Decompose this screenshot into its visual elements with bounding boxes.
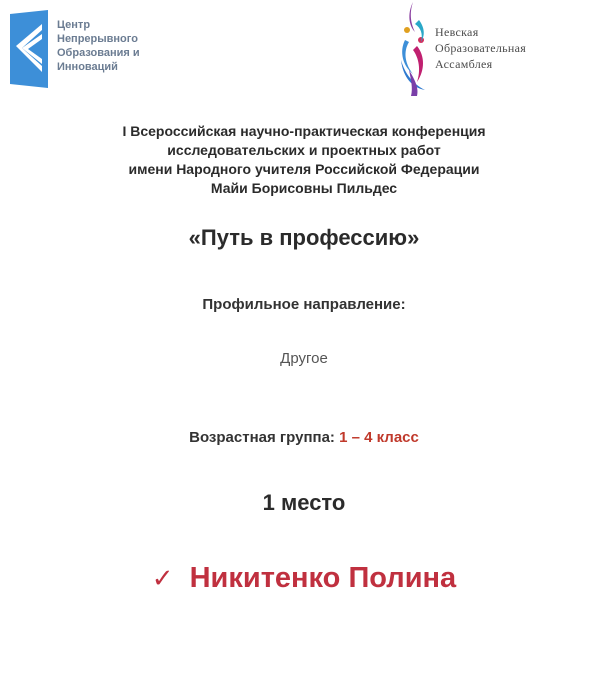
conference-title-line: исследовательских и проектных работ bbox=[167, 142, 441, 158]
age-group bbox=[0, 429, 608, 446]
age-group-label: Возрастная группа: bbox=[189, 429, 335, 446]
conference-title-line: имени Народного учителя Российской Федерации bbox=[128, 161, 480, 177]
conference-title bbox=[0, 122, 608, 198]
checkmark-icon: ✓ bbox=[151, 563, 174, 593]
cnoi-logo-line: Центр bbox=[57, 19, 91, 31]
direction-label: Профильное направление: bbox=[202, 296, 406, 313]
neva-assembly-logo-text bbox=[435, 24, 526, 72]
winner-name: Никитенко Полина bbox=[189, 562, 457, 594]
direction-value: Другое bbox=[280, 350, 328, 367]
neva-assembly-logo bbox=[395, 0, 605, 100]
neva-logo-line: Образовательная bbox=[435, 41, 527, 55]
conference-motto: «Путь в профессию» bbox=[188, 225, 420, 250]
neva-logo-line: Ассамблея bbox=[435, 57, 493, 71]
cnoi-logo bbox=[8, 10, 178, 90]
place-award: 1 место bbox=[262, 490, 346, 515]
age-group-value: 1 – 4 класс bbox=[339, 429, 419, 446]
neva-assembly-logo-icon bbox=[395, 0, 435, 100]
conference-title-line: I Всероссийская научно-практическая конференция bbox=[122, 123, 486, 139]
neva-logo-line: Невская bbox=[435, 25, 479, 39]
cnoi-logo-line: Непрерывного bbox=[57, 33, 138, 45]
cnoi-logo-icon bbox=[8, 10, 54, 90]
cnoi-logo-line: Инноваций bbox=[57, 61, 118, 73]
conference-title-line: Майи Борисовны Пильдес bbox=[210, 180, 398, 196]
cnoi-logo-line: Образования и bbox=[57, 47, 140, 59]
cnoi-logo-text bbox=[57, 18, 177, 74]
winner bbox=[0, 562, 608, 595]
